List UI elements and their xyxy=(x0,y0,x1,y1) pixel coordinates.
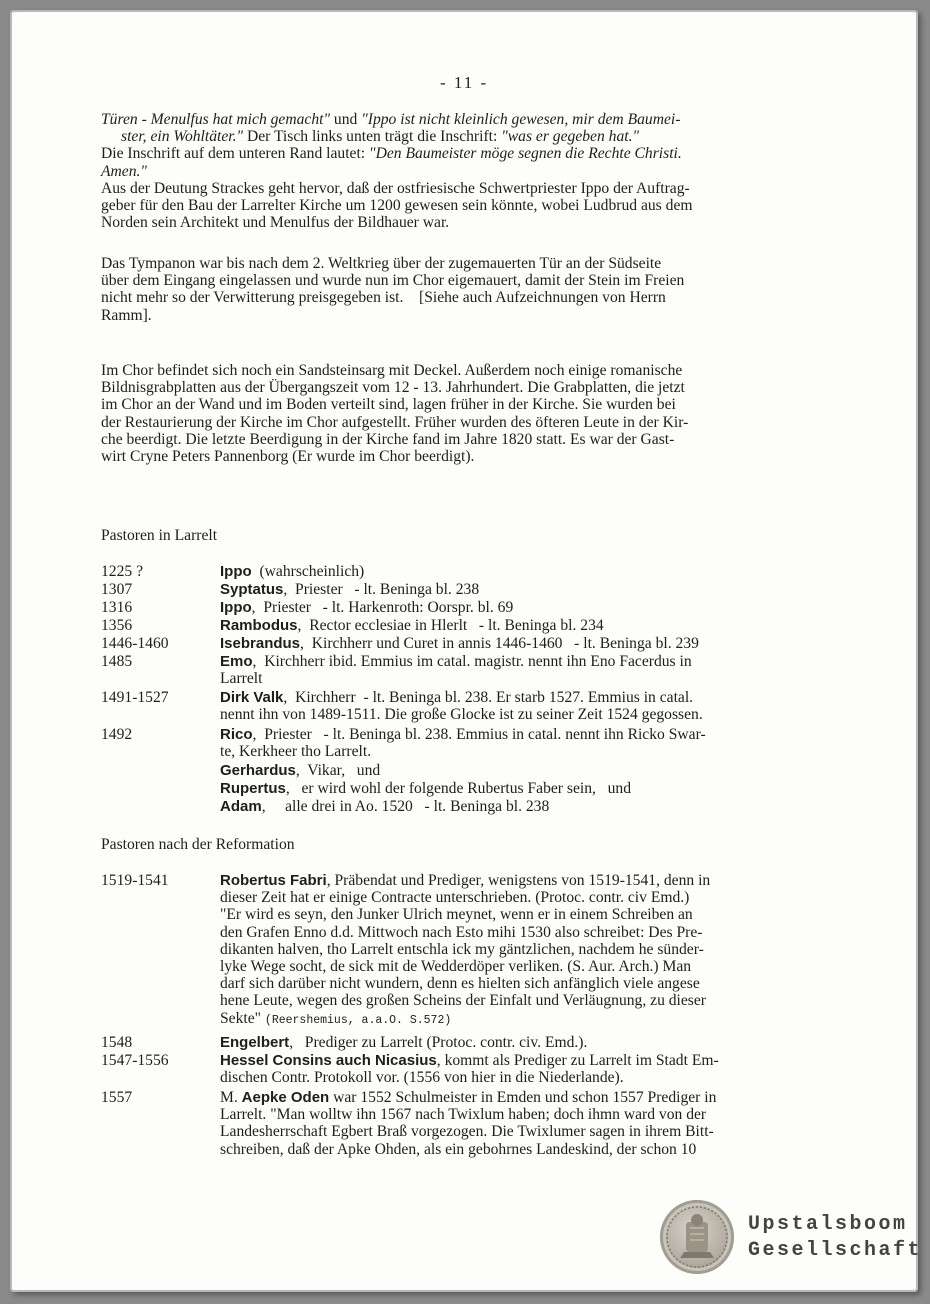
pastor-year: 1547-1556 xyxy=(101,1052,169,1069)
pastor-desc: Ippo (wahrscheinlich) xyxy=(220,563,365,580)
intro-line: Aus der Deutung Strackes geht hervor, daß der ostfriesische Schwertpriester Ippo der Auftrag- xyxy=(101,179,690,197)
pastor-year: 1356 xyxy=(101,617,133,634)
pastor-year: 1519-1541 xyxy=(101,872,169,889)
chor-line: wirt Cryne Peters Pannenborg (Er wurde im Chor beerdigt). xyxy=(101,448,475,466)
chor-line: che beerdigt. Die letzte Beerdigung in der Kirche fand im Jahre 1820 statt. Es war der Gast- xyxy=(101,430,675,448)
pastor-year: 1307 xyxy=(101,581,133,598)
pastor-desc: Hessel Consins auch Nicasius, kommt als Prediger zu Larrelt im Stadt Em- dischen Contr. Protokoll vor. (1556 von hier in die Niederlande). xyxy=(220,1052,719,1087)
chor-line: der Restaurierung der Kirche im Chor aufgestellt. Früher wurden des öfteren Leute in der Kir- xyxy=(101,413,689,431)
brand-line-2: Gesellschaft xyxy=(748,1239,923,1262)
intro-paragraph xyxy=(101,111,811,231)
pastor-year: 1491-1527 xyxy=(101,689,169,706)
intro-line: Amen." xyxy=(101,162,147,180)
pastor-year: 1485 xyxy=(101,653,133,670)
brand-line-1: Upstalsboom xyxy=(748,1213,908,1236)
pastor-desc: Rupertus, er wird wohl der folgende Rubertus Faber sein, und xyxy=(220,780,631,797)
pastor-year: 1557 xyxy=(101,1089,133,1106)
page-number: - 11 - xyxy=(440,73,489,92)
pastor-year: 1446-1460 xyxy=(101,635,169,652)
pastor-desc: M. Aepke Oden war 1552 Schulmeister in Emden und schon 1557 Prediger in Larrelt. "Man wolltw ihn 1567 nach Twixlum haben; doch ihmn ward von der Landesherrschaft Egbert Braß vorgezogen. Die Twixlumer sagen in ihrem Bitt- schreiben, daß der Apke Ohden, als ein gebohrnes Landeskind, der schon 10 xyxy=(220,1089,717,1158)
pastor-year: 1225 ? xyxy=(101,563,144,580)
intro-line: geber für den Bau der Larrelter Kirche um 1200 gewesen sein könnte, wobei Ludbrud aus dem xyxy=(101,197,693,215)
pastor-desc: Rico, Priester - lt. Beninga bl. 238. Emmius in catal. nennt ihn Ricko Swar- te, Kerkheer tho Larrelt. xyxy=(220,726,706,761)
pastor-desc: Emo, Kirchherr ibid. Emmius im catal. magistr. nennt ihn Eno Facerdus in Larrelt xyxy=(220,653,692,688)
pastor-desc: Engelbert, Prediger zu Larrelt (Protoc. contr. civ. Emd.). xyxy=(220,1034,588,1051)
pastor-desc: Adam, alle drei in Ao. 1520 - lt. Beninga bl. 238 xyxy=(220,798,550,815)
intro-line: ster, ein Wohltäter." Der Tisch links unten trägt die Inschrift: "was er gegeben hat." xyxy=(121,128,640,146)
pastor-desc: Isebrandus, Kirchherr und Curet in annis 1446-1460 - lt. Beninga bl. 239 xyxy=(220,635,699,652)
pastor-year: 1548 xyxy=(101,1034,133,1051)
seal-logo-icon xyxy=(660,1200,734,1274)
tympanon-line: über dem Eingang eingelassen und wurde nun im Chor eigemauert, damit der Stein im Freien xyxy=(101,272,685,290)
citation: (Reershemius, a.a.O. S.572) xyxy=(264,1013,452,1027)
pastor-desc: Gerhardus, Vikar, und xyxy=(220,762,381,779)
pastor-desc: Rambodus, Rector ecclesiae in Hlerlt - lt. Beninga bl. 234 xyxy=(220,617,604,634)
reform-heading: Pastoren nach der Reformation xyxy=(101,836,295,853)
pastor-desc: Dirk Valk, Kirchherr - lt. Beninga bl. 238. Er starb 1527. Emmius in catal. nennt ihn von 1489-1511. Die große Glocke ist zu seiner Zeit 1524 gegossen. xyxy=(220,689,703,724)
tympanon-line: Ramm]. xyxy=(101,306,152,324)
pastoren-heading: Pastoren in Larrelt xyxy=(101,527,218,544)
pastor-year: 1492 xyxy=(101,726,133,743)
chor-paragraph xyxy=(101,362,811,465)
pastor-desc: Robertus Fabri, Präbendat und Prediger, wenigstens von 1519-1541, denn in dieser Zeit hat er einige Contracte unterschrieben. (Protoc. contr. civ Emd.) "Er wird es seyn, den Junker Ulrich meynet, wenn er in einem Schreiben an den Grafen Enno d.d. Mittwoch nach Esto mihi 1530 also schreibet: Des Pre- dikanten halven, tho Larrelt entschla ick my gäntzlichen, nachdem he sünder- lyke Wege socht, de sick mit de Wedderdöper verliken. (S. Aur. Arch.) Man darf sich darüber nicht wundern, denn es hielten sich anfänglich viele angese hene Leute, wegen des großen Scheins der Einfalt und Verläugnung, zu dieser Sekte" (Reershemius, a.a.O. S.572) xyxy=(220,872,711,1027)
intro-line: Norden sein Architekt und Menulfus der Bildhauer war. xyxy=(101,214,450,232)
chor-line: im Chor an der Wand und im Boden verteilt sind, lagen früher in der Kirche. Sie wurden bei xyxy=(101,396,676,414)
pastor-year: 1316 xyxy=(101,599,133,616)
tympanon-paragraph xyxy=(101,255,811,324)
tympanon-line: Das Tympanon war bis nach dem 2. Weltkrieg über der zugemauerten Tür an der Südseite xyxy=(101,255,662,272)
chor-line: Im Chor befindet sich noch ein Sandsteinsarg mit Deckel. Außerdem noch einige romanische xyxy=(101,362,683,379)
tympanon-line: nicht mehr so der Verwitterung preisgegeben ist. [Siehe auch Aufzeichnungen von Herrn xyxy=(101,289,666,307)
pastor-desc: Ippo, Priester - lt. Harkenroth: Oorspr. bl. 69 xyxy=(220,599,514,616)
intro-line: Türen - Menulfus hat mich gemacht" und "Ippo ist nicht kleinlich gewesen, mir dem Baumei- xyxy=(101,111,681,128)
chor-line: Bildnisgrabplatten aus der Übergangszeit vom 12 - 13. Jahrhundert. Die Grabplatten, die jetzt xyxy=(101,379,685,397)
pastor-desc: Syptatus, Priester - lt. Beninga bl. 238 xyxy=(220,581,480,598)
intro-line: Die Inschrift auf dem unteren Rand lautet: "Den Baumeister möge segnen die Rechte Christi. xyxy=(101,145,682,163)
